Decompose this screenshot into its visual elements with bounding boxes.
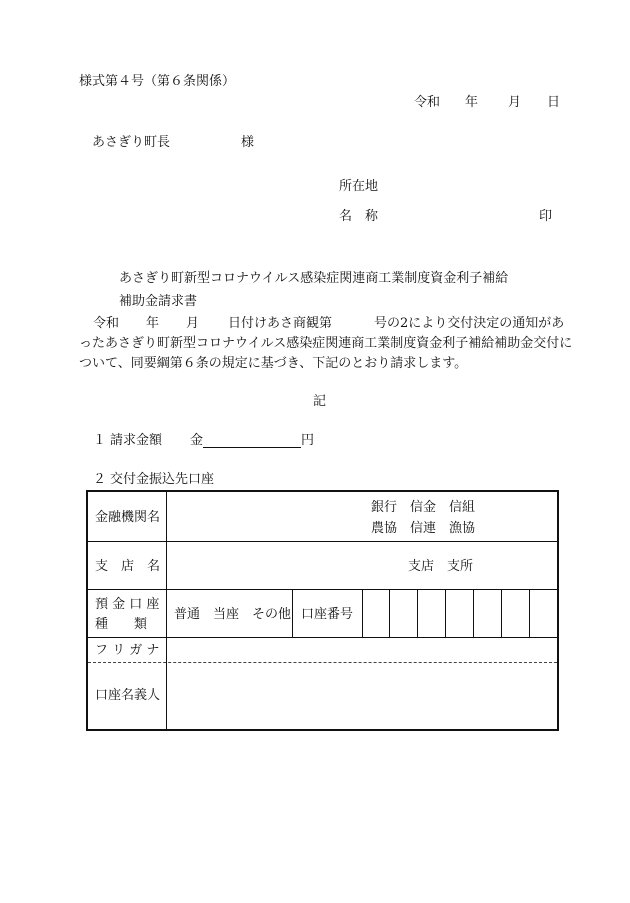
item2-number: ２	[93, 472, 107, 487]
body-line3: ついて、同要綱第６条の規定に基づき、下記のとおり請求します。	[79, 356, 468, 371]
branch-name-label: 支 店 名	[95, 559, 161, 574]
name-label: 名 称	[339, 209, 379, 224]
label-column-divider	[166, 492, 167, 729]
address-label: 所在地	[339, 179, 379, 194]
digit-divider	[445, 589, 446, 637]
furigana-label: フ リ ガ ナ	[95, 643, 160, 658]
amount-suffix: 円	[301, 433, 315, 448]
row-divider	[88, 589, 557, 590]
date-era: 令和	[414, 95, 441, 110]
item2-label: 交付金振込先口座	[110, 472, 215, 487]
seal-label: 印	[539, 209, 553, 224]
addressee-honorific: 様	[241, 135, 255, 150]
body-line2: ったあさぎり町新型コロナウイルス感染症関連商工業制度資金利子補給補助金交付に	[79, 336, 573, 351]
body-year: 年	[146, 316, 160, 331]
digit-divider	[529, 589, 530, 637]
bank-name-label: 金融機関名	[95, 510, 161, 525]
document-title-line2: 補助金請求書	[119, 294, 198, 309]
digit-divider	[389, 589, 390, 637]
date-year: 年	[465, 95, 479, 110]
body-month: 月	[186, 316, 200, 331]
date-day: 日	[547, 95, 561, 110]
cell-divider	[362, 589, 363, 637]
account-type-options: 普通 当座 その他	[174, 607, 292, 622]
branch-type-options: 支店 支所	[408, 559, 474, 574]
item1-number: １	[93, 433, 107, 448]
bank-type-options-2: 農協 信連 漁協	[371, 521, 476, 536]
body-era: 令和	[93, 316, 120, 331]
cell-divider	[292, 589, 293, 637]
form-number: 様式第４号（第６条関係）	[79, 74, 236, 89]
date-month: 月	[508, 95, 522, 110]
bank-type-options-1: 銀行 信金 信組	[371, 500, 476, 515]
body-notice-suffix: 号の2により交付決定の通知があ	[374, 316, 565, 331]
amount-blank[interactable]	[203, 434, 301, 448]
digit-divider	[501, 589, 502, 637]
addressee-name: あさぎり町長	[92, 135, 171, 150]
document-title-line1: あさぎり町新型コロナウイルス感染症関連商工業制度資金利子補給	[119, 271, 509, 286]
account-number-label: 口座番号	[301, 607, 354, 622]
account-holder-label: 口座名義人	[95, 688, 161, 703]
account-type-label-2: 種 類	[95, 617, 148, 632]
row-divider	[88, 541, 557, 542]
row-divider	[88, 637, 557, 638]
body-notice-prefix: 日付けあさ商観第	[228, 316, 333, 331]
amount-prefix: 金	[190, 433, 204, 448]
digit-divider	[417, 589, 418, 637]
account-type-label-1: 預 金 口 座	[95, 597, 160, 612]
item1-label: 請求金額	[110, 433, 163, 448]
bank-account-table	[86, 490, 559, 731]
row-divider-dotted	[88, 662, 557, 663]
ki-heading: 記	[313, 394, 327, 409]
digit-divider	[473, 589, 474, 637]
